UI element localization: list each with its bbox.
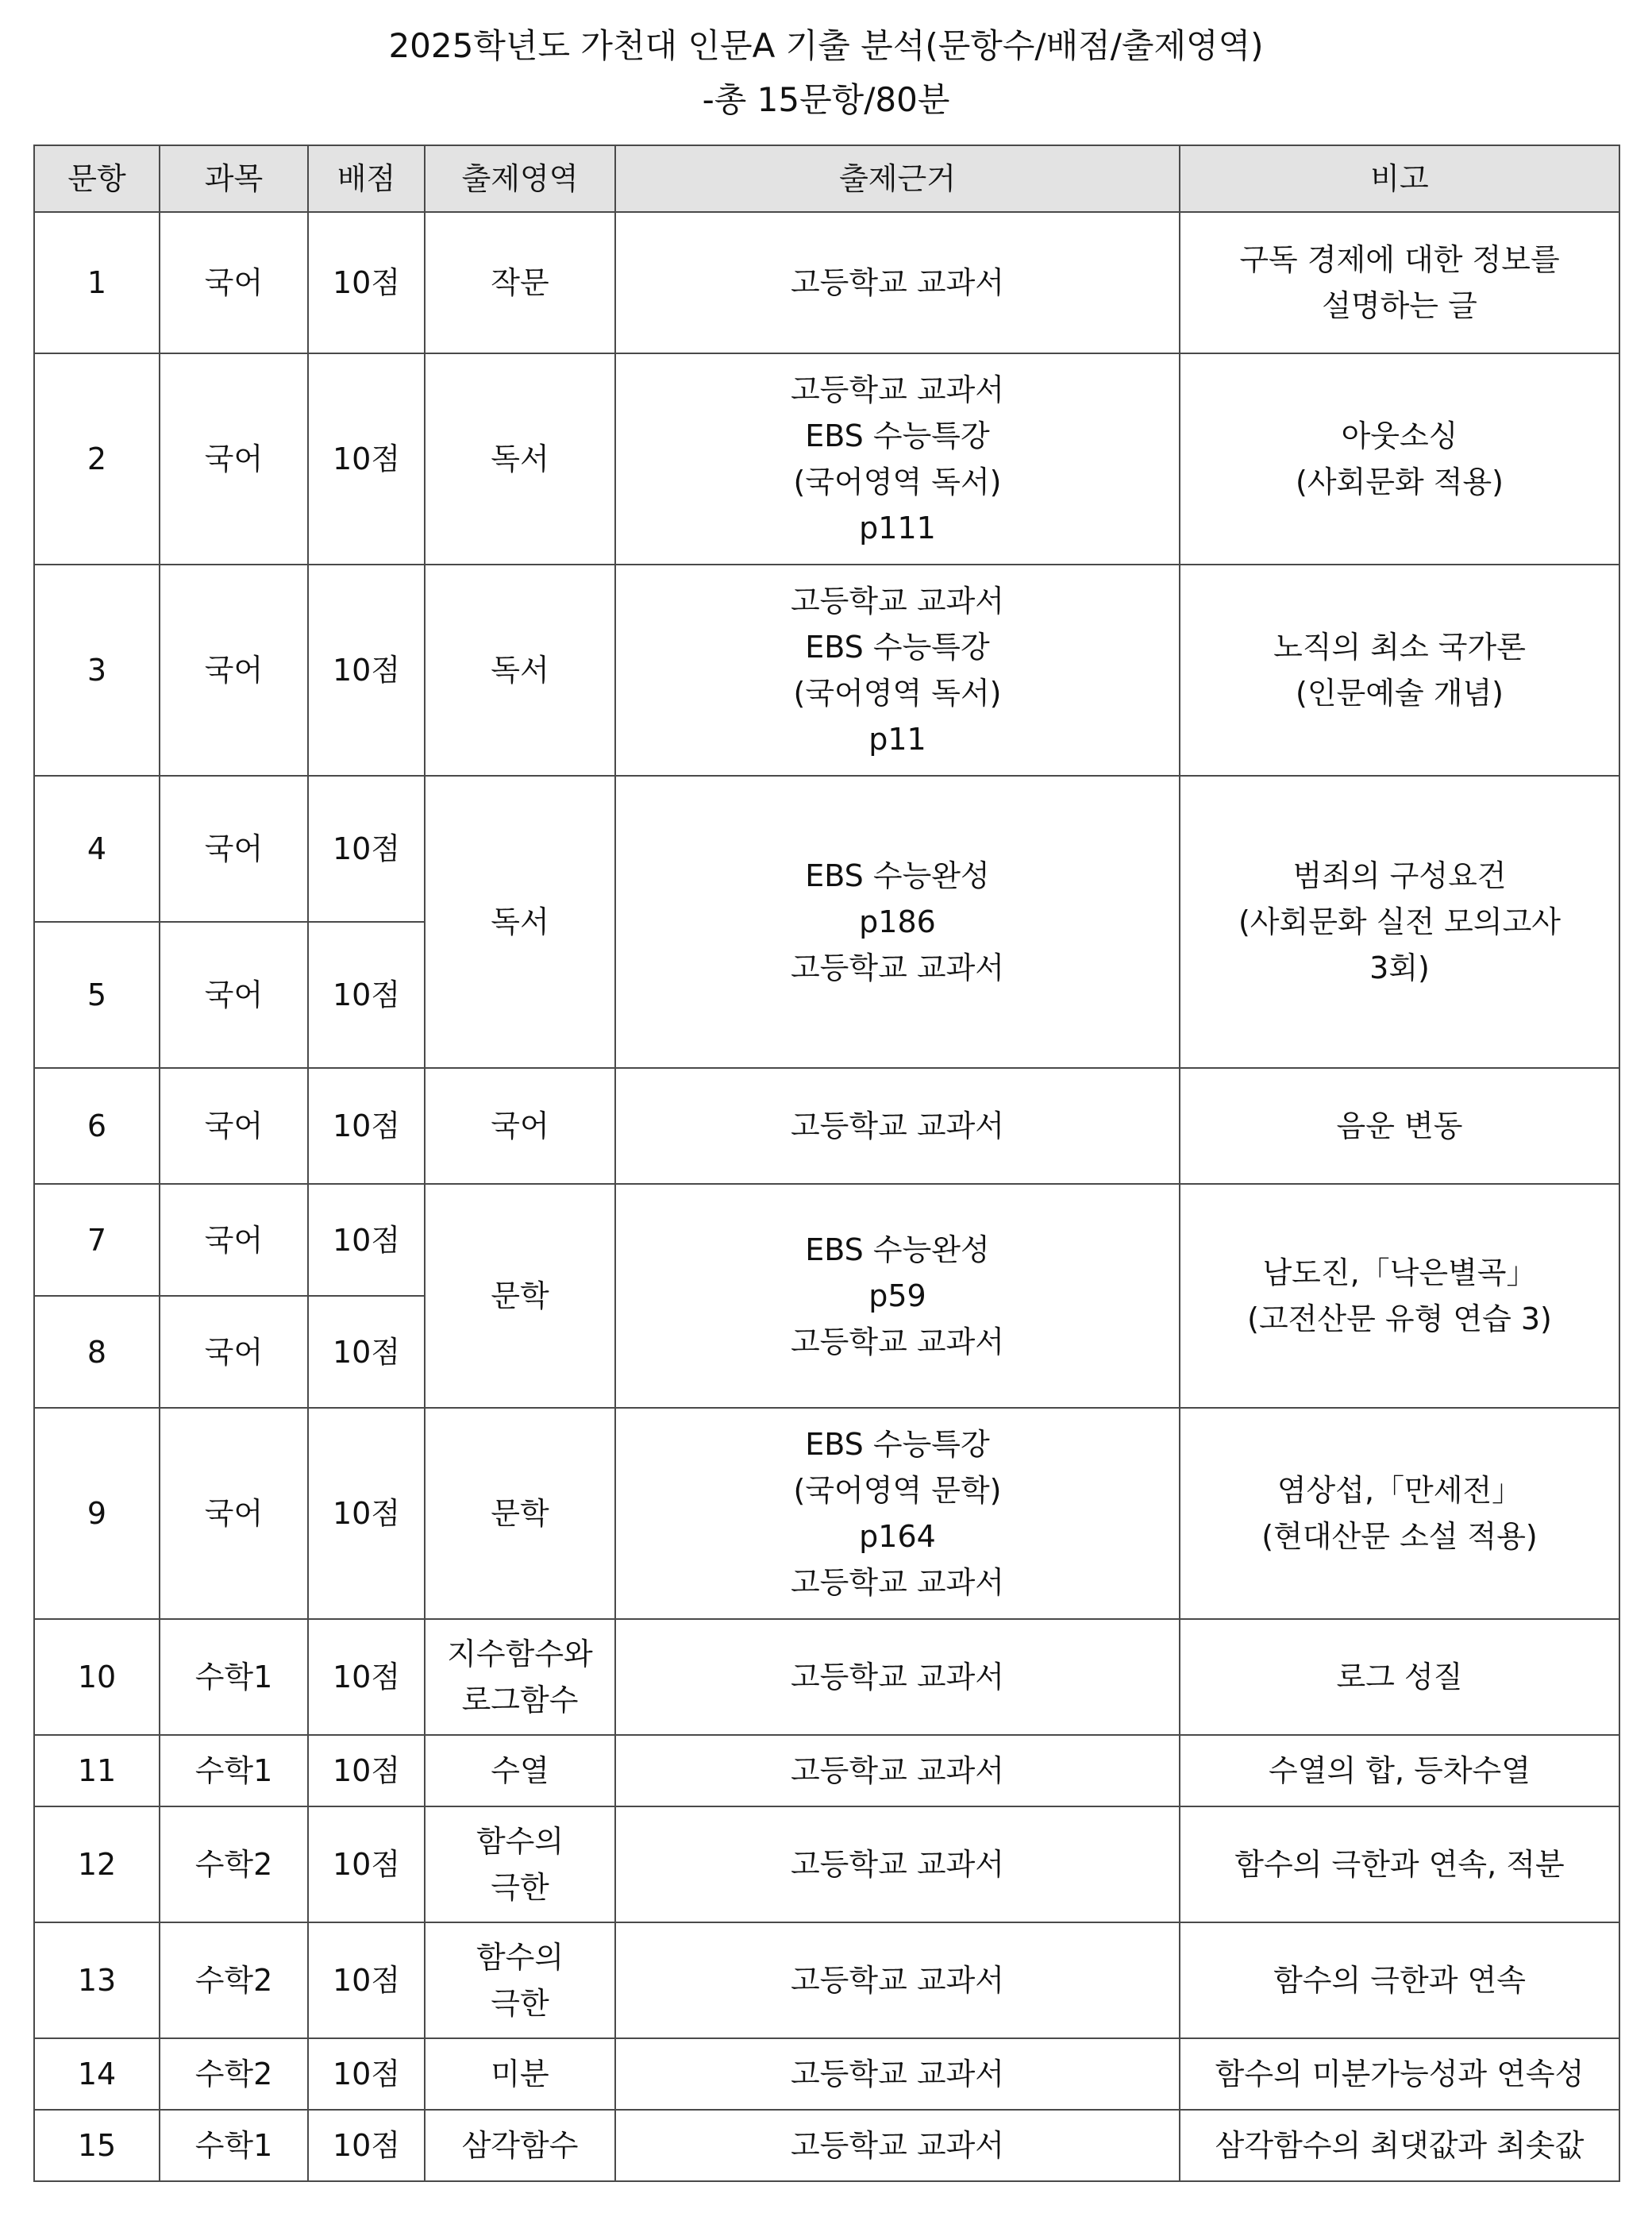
- note-cell-line: (인문예술 개념): [1296, 676, 1504, 711]
- score-cell: 10점: [308, 776, 425, 922]
- basis-cell-line: EBS 수능완성: [805, 858, 990, 893]
- note-cell-line: 함수의 극한과 연속: [1273, 1963, 1526, 1998]
- basis-cell-line: 고등학교 교과서: [790, 1324, 1005, 1359]
- question-number: 1: [34, 212, 160, 353]
- question-number: 9: [34, 1408, 160, 1619]
- subject-cell: 국어: [160, 776, 308, 922]
- area-cell-line: 지수함수와: [447, 1637, 593, 1671]
- area-cell-line: 작문: [491, 265, 549, 300]
- note-cell: [1180, 776, 1619, 1068]
- subject-cell: 수학2: [160, 1922, 308, 2038]
- basis-cell: [615, 353, 1180, 565]
- table-row: [34, 2038, 1619, 2110]
- area-cell-line: 독서: [491, 904, 549, 939]
- basis-cell-line: (국어영역 문학): [793, 1473, 1002, 1508]
- subject-cell: 국어: [160, 1184, 308, 1296]
- subject-cell: 국어: [160, 565, 308, 776]
- area-cell-line: 수열: [491, 1753, 549, 1788]
- subject-cell: 국어: [160, 353, 308, 565]
- area-cell-line: 독서: [491, 441, 549, 476]
- subject-cell: 국어: [160, 922, 308, 1068]
- basis-cell-line: EBS 수능특강: [805, 630, 990, 665]
- area-cell-line: 함수의: [476, 1940, 564, 1975]
- table-row: [34, 1184, 1619, 1296]
- note-cell: [1180, 1408, 1619, 1619]
- note-cell-line: 설명하는 글: [1322, 288, 1477, 323]
- basis-cell: [615, 212, 1180, 353]
- note-cell-line: 아웃소싱: [1341, 418, 1458, 453]
- table-header-row: [34, 145, 1619, 212]
- basis-cell: [615, 1408, 1180, 1619]
- basis-cell-line: p11: [868, 722, 926, 757]
- basis-cell: [615, 776, 1180, 1068]
- basis-cell-line: p59: [868, 1278, 926, 1313]
- table-row: [34, 1619, 1619, 1735]
- header-area: 출제영역: [425, 145, 615, 212]
- subject-cell: 국어: [160, 1408, 308, 1619]
- basis-cell-line: 고등학교 교과서: [790, 2057, 1005, 2091]
- note-cell: [1180, 2038, 1619, 2110]
- table-row: [34, 1922, 1619, 2038]
- note-cell: [1180, 1922, 1619, 2038]
- header-subject: 과목: [160, 145, 308, 212]
- table-body: [34, 212, 1619, 2181]
- note-cell: [1180, 1806, 1619, 1922]
- page-title: 2025학년도 가천대 인문A 기출 분석(문항수/배점/출제영역): [388, 26, 1264, 65]
- question-number: 13: [34, 1922, 160, 2038]
- subject-cell: 수학2: [160, 1806, 308, 1922]
- area-cell-line: 극한: [491, 1870, 549, 1905]
- score-cell: 10점: [308, 1735, 425, 1806]
- basis-cell: [615, 2110, 1180, 2181]
- basis-cell-line: (국어영역 독서): [793, 465, 1002, 499]
- subject-cell: 수학1: [160, 2110, 308, 2181]
- note-cell-line: (고전산문 유형 연습 3): [1247, 1301, 1552, 1336]
- basis-cell: [615, 1922, 1180, 2038]
- basis-cell-line: 고등학교 교과서: [790, 584, 1005, 619]
- note-cell: [1180, 1184, 1619, 1408]
- score-cell: 10점: [308, 1068, 425, 1184]
- note-cell-line: 음운 변동: [1336, 1108, 1463, 1143]
- area-cell: [425, 565, 615, 776]
- basis-cell-line: (국어영역 독서): [793, 676, 1002, 711]
- table-row: [34, 565, 1619, 776]
- basis-cell: [615, 1184, 1180, 1408]
- table-row: [34, 1806, 1619, 1922]
- question-number: 8: [34, 1296, 160, 1408]
- subject-cell: 수학1: [160, 1735, 308, 1806]
- area-cell-line: 삼각함수: [461, 2128, 579, 2163]
- question-number: 4: [34, 776, 160, 922]
- note-cell: [1180, 1619, 1619, 1735]
- note-cell-line: 구독 경제에 대한 정보를: [1239, 242, 1560, 277]
- area-cell: [425, 2110, 615, 2181]
- score-cell: 10점: [308, 565, 425, 776]
- table-row: [34, 212, 1619, 353]
- basis-cell-line: EBS 수능특강: [805, 418, 990, 453]
- score-cell: 10점: [308, 1408, 425, 1619]
- question-number: 5: [34, 922, 160, 1068]
- note-cell-line: 노직의 최소 국가론: [1273, 630, 1526, 665]
- note-cell-line: (사회문화 실전 모의고사: [1238, 904, 1562, 939]
- question-number: 3: [34, 565, 160, 776]
- header-score: 배점: [308, 145, 425, 212]
- table-row: [34, 1735, 1619, 1806]
- note-cell-line: 범죄의 구성요건: [1292, 858, 1507, 893]
- score-cell: 10점: [308, 1296, 425, 1408]
- note-cell-line: 로그 성질: [1336, 1660, 1463, 1694]
- basis-cell-line: EBS 수능특강: [805, 1427, 990, 1462]
- note-cell-line: 삼각함수의 최댓값과 최솟값: [1215, 2128, 1585, 2163]
- area-cell: [425, 1184, 615, 1408]
- basis-cell-line: 고등학교 교과서: [790, 950, 1005, 985]
- area-cell: [425, 1068, 615, 1184]
- header-note: 비고: [1180, 145, 1619, 212]
- note-cell: [1180, 1068, 1619, 1184]
- note-cell-line: 수열의 합, 등차수열: [1269, 1753, 1531, 1788]
- area-cell-line: 미분: [491, 2057, 549, 2091]
- score-cell: 10점: [308, 1184, 425, 1296]
- basis-cell-line: p164: [859, 1519, 936, 1554]
- table-row: [34, 1068, 1619, 1184]
- area-cell-line: 국어: [491, 1108, 549, 1143]
- analysis-table: [33, 145, 1620, 2182]
- basis-cell-line: 고등학교 교과서: [790, 1753, 1005, 1788]
- subject-cell: 국어: [160, 212, 308, 353]
- basis-cell-line: 고등학교 교과서: [790, 372, 1005, 407]
- basis-cell-line: 고등학교 교과서: [790, 1565, 1005, 1600]
- note-cell-line: 3회): [1369, 950, 1430, 985]
- score-cell: 10점: [308, 353, 425, 565]
- question-number: 11: [34, 1735, 160, 1806]
- question-number: 2: [34, 353, 160, 565]
- question-number: 14: [34, 2038, 160, 2110]
- note-cell: [1180, 2110, 1619, 2181]
- area-cell: [425, 1922, 615, 2038]
- header-no: 문항: [34, 145, 160, 212]
- subject-cell: 수학1: [160, 1619, 308, 1735]
- note-cell-line: (현대산문 소설 적용): [1261, 1519, 1538, 1554]
- basis-cell-line: 고등학교 교과서: [790, 1108, 1005, 1143]
- area-cell-line: 로그함수: [461, 1683, 579, 1717]
- basis-cell-line: 고등학교 교과서: [790, 1963, 1005, 1998]
- note-cell-line: (사회문화 적용): [1296, 465, 1504, 499]
- basis-cell: [615, 2038, 1180, 2110]
- area-cell: [425, 2038, 615, 2110]
- note-cell-line: 남도진,「낙은별곡」: [1262, 1255, 1537, 1290]
- score-cell: 10점: [308, 922, 425, 1068]
- note-cell: [1180, 565, 1619, 776]
- header-basis: 출제근거: [615, 145, 1180, 212]
- subject-cell: 수학2: [160, 2038, 308, 2110]
- area-cell-line: 문학: [491, 1496, 549, 1531]
- basis-cell-line: 고등학교 교과서: [790, 265, 1005, 300]
- score-cell: 10점: [308, 1922, 425, 2038]
- basis-cell: [615, 565, 1180, 776]
- page-subtitle: -총 15문항/80분: [702, 80, 950, 119]
- question-number: 7: [34, 1184, 160, 1296]
- table-row: [34, 776, 1619, 922]
- basis-cell-line: 고등학교 교과서: [790, 2128, 1005, 2163]
- question-number: 10: [34, 1619, 160, 1735]
- note-cell-line: 함수의 미분가능성과 연속성: [1215, 2057, 1585, 2091]
- note-cell: [1180, 212, 1619, 353]
- basis-cell: [615, 1068, 1180, 1184]
- note-cell: [1180, 1735, 1619, 1806]
- area-cell-line: 함수의: [476, 1824, 564, 1859]
- score-cell: 10점: [308, 2038, 425, 2110]
- basis-cell-line: p111: [859, 511, 936, 546]
- area-cell: [425, 1735, 615, 1806]
- area-cell-line: 문학: [491, 1278, 549, 1313]
- question-number: 15: [34, 2110, 160, 2181]
- basis-cell-line: 고등학교 교과서: [790, 1847, 1005, 1882]
- table-row: [34, 353, 1619, 565]
- area-cell: [425, 212, 615, 353]
- area-cell: [425, 1806, 615, 1922]
- basis-cell-line: 고등학교 교과서: [790, 1660, 1005, 1694]
- note-cell: [1180, 353, 1619, 565]
- table-row: [34, 2110, 1619, 2181]
- note-cell-line: 함수의 극한과 연속, 적분: [1234, 1847, 1565, 1882]
- basis-cell-line: p186: [859, 904, 936, 939]
- subject-cell: 국어: [160, 1068, 308, 1184]
- basis-cell: [615, 1806, 1180, 1922]
- area-cell-line: 극한: [491, 1986, 549, 2021]
- score-cell: 10점: [308, 212, 425, 353]
- question-number: 12: [34, 1806, 160, 1922]
- area-cell: [425, 353, 615, 565]
- score-cell: 10점: [308, 1619, 425, 1735]
- score-cell: 10점: [308, 2110, 425, 2181]
- note-cell-line: 염상섭,「만세전」: [1277, 1473, 1523, 1508]
- area-cell-line: 독서: [491, 653, 549, 688]
- basis-cell-line: EBS 수능완성: [805, 1232, 990, 1267]
- table-row: [34, 1408, 1619, 1619]
- basis-cell: [615, 1619, 1180, 1735]
- area-cell: [425, 776, 615, 1068]
- question-number: 6: [34, 1068, 160, 1184]
- area-cell: [425, 1619, 615, 1735]
- basis-cell: [615, 1735, 1180, 1806]
- subject-cell: 국어: [160, 1296, 308, 1408]
- score-cell: 10점: [308, 1806, 425, 1922]
- area-cell: [425, 1408, 615, 1619]
